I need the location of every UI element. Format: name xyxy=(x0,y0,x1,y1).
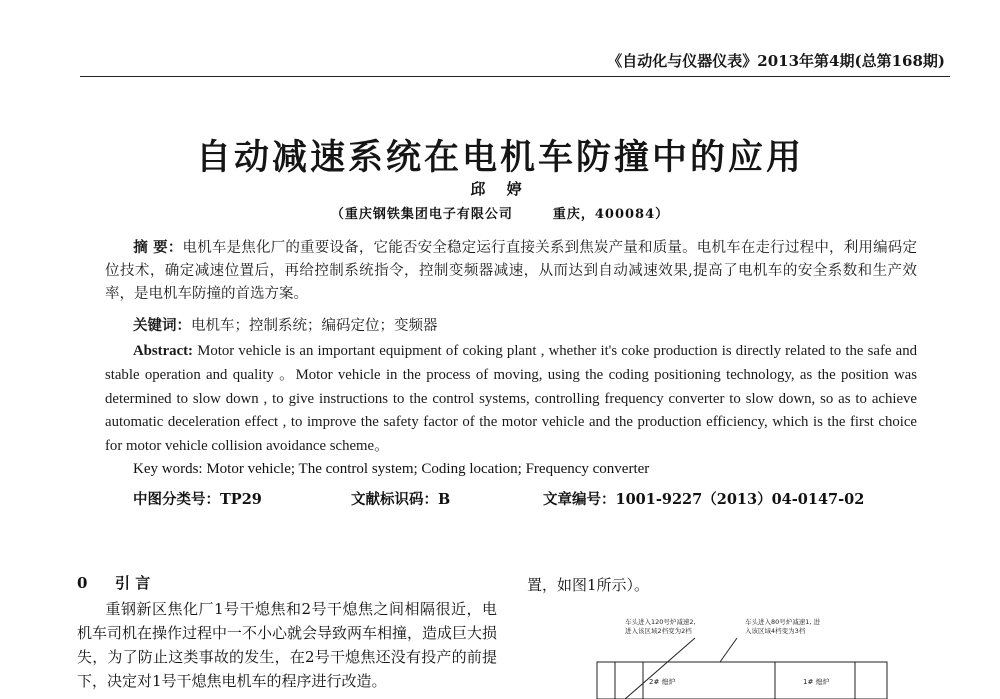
right-column-text: 置，如图1所示）。 xyxy=(527,576,650,594)
paper-title: 自动减速系统在电机车防撞中的应用 xyxy=(195,137,804,178)
figure-arrow-right xyxy=(720,638,737,662)
figure-track-box xyxy=(597,662,887,699)
abstract-cn-label: 摘 要： xyxy=(133,239,183,256)
article-number: 文章编号：1001-9227（2013）04-0147-02 xyxy=(543,491,865,508)
figure-arrow-left xyxy=(625,638,695,699)
abstract-en xyxy=(105,340,917,459)
affiliation-location: 重庆，400084） xyxy=(552,207,670,222)
section-number: 0 xyxy=(77,574,88,592)
keywords-en-text: Motor vehicle; The control system; Coding location; Frequency converter xyxy=(206,461,650,477)
figure-note-left-2: 进入该区域2档变为2档 xyxy=(625,627,692,635)
document-code: 文献标识码：B xyxy=(351,491,451,508)
keywords-cn xyxy=(105,314,917,338)
abstract-cn-text: 电机车是焦化厂的重要设备，它能否安全稳定运行直接关系到焦炭产量和质量。电机车在走行过程中，利用编码定位技术，确定减速位置后，再给控制系统指令，控制变频器减速，从而达到自动减速效果,提高了电机车的安全系数和生产效率，是电机车防撞的首选方案。 xyxy=(105,240,917,302)
abstract-en-text: Motor vehicle is an important equipment of coking plant , whether it's coke production is directly related to the safe and stable operation and quality 。Motor vehicle in the process of moving, using the coding positioning technology, as the position was determined to slow down , to give instructions to the control systems, controlling frequency converter to slow down, so as to achieve automatic deceleration effect , to improve the safety factor of the motor vehicle and the production efficiency, which is the first choice for motor vehicle collision avoidance scheme。 xyxy=(105,343,917,455)
figure-label-left: 2# 熄炉 xyxy=(649,678,676,686)
keywords-en-label: Key words: xyxy=(133,461,203,477)
figure-label-right: 1# 熄炉 xyxy=(803,678,830,686)
affiliation xyxy=(0,203,1000,222)
intro-paragraph xyxy=(77,597,497,693)
section-heading xyxy=(77,572,150,593)
keywords-cn-label: 关键词： xyxy=(133,317,191,334)
figure-note-right-2: 入该区域4档变为3档 xyxy=(745,627,806,635)
affiliation-org: （重庆钢铁集团电子有限公司 xyxy=(330,207,513,222)
keywords-en xyxy=(133,461,833,478)
keywords-cn-text: 电机车；控制系统；编码定位；变频器 xyxy=(191,318,438,334)
author: 邱 婷 xyxy=(470,180,530,198)
section-title: 引 言 xyxy=(115,574,151,592)
figure-note-right-1: 车头进入80号炉减速1, 进 xyxy=(745,618,821,626)
figure-1-diagram xyxy=(585,612,905,699)
abstract-cn xyxy=(105,236,917,306)
clc-number: 中图分类号：TP29 xyxy=(133,491,262,508)
classification-row xyxy=(133,488,893,508)
journal-header: 《自动化与仪器仪表》2013年第4期(总第168期) xyxy=(607,52,945,70)
header-rule xyxy=(80,76,950,77)
intro-text: 重钢新区焦化厂1号干熄焦和2号干熄焦之间相隔很近，电机车司机在操作过程中一不小心就会导致两车相撞，造成巨大损失，为了防止这类事故的发生，在2号干熄焦还没有投产的前提下，决定对1号干熄焦电机车的程序进行改造。 xyxy=(77,600,498,690)
abstract-en-label: Abstract: xyxy=(133,343,193,359)
figure-note-left-1: 车头进入120号炉减速2, xyxy=(625,618,696,626)
